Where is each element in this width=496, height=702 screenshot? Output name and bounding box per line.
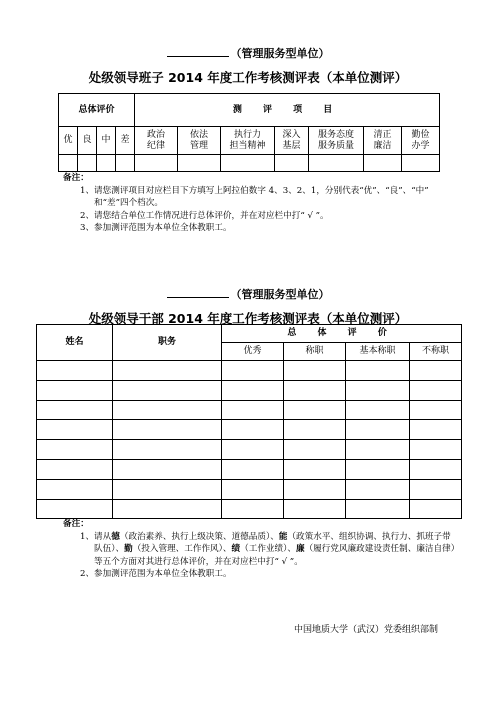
table-row [37, 440, 462, 460]
unit-line-1: （管理服务型单位） [0, 45, 496, 61]
note-item: 1、请您测评项目对应栏目下方填写上阿拉伯数字 4、3、2、1，分别代表“优”、“良”、“中” 和“差”四个档次。 [80, 185, 429, 208]
notes-label: 备注： [63, 519, 89, 529]
entry-cell[interactable] [113, 440, 222, 460]
table2-title: 处级领导干部 2014 年度工作考核测评表（本单位测评） [88, 311, 408, 326]
grade-header: 优秀 [222, 343, 284, 361]
item-header: 深入 基层 [275, 127, 309, 155]
grade-header: 称职 [284, 343, 346, 361]
table-row [37, 459, 462, 479]
entry-cell[interactable] [113, 459, 222, 479]
item-header: 勤俭 办学 [402, 127, 440, 155]
unit-line-2: （管理服务型单位） [0, 286, 496, 302]
eval-items-header: 测 评 项 目 [135, 94, 440, 127]
overall-eval-header: 总体评价 [59, 94, 135, 127]
entry-cell[interactable] [284, 420, 346, 440]
entry-cell[interactable] [346, 459, 410, 479]
entry-cell[interactable] [59, 155, 78, 172]
note-item: 3、参加测评范围为本单位全体教职工。 [80, 223, 232, 233]
note-item: 2、参加测评范围为本单位全体教职工。 [80, 569, 232, 579]
entry-cell[interactable] [284, 361, 346, 381]
entry-cell[interactable] [346, 361, 410, 381]
entry-cell[interactable] [284, 459, 346, 479]
entry-cell[interactable] [222, 380, 284, 400]
grade-header: 优 [59, 127, 78, 155]
entry-cell[interactable] [37, 380, 113, 400]
entry-cell[interactable] [284, 479, 346, 499]
entry-cell[interactable] [222, 499, 284, 519]
entry-cell[interactable] [222, 420, 284, 440]
entry-cell[interactable] [410, 361, 462, 381]
entry-cell[interactable] [275, 155, 309, 172]
entry-cell[interactable] [37, 459, 113, 479]
entry-cell[interactable] [222, 479, 284, 499]
table1-notes [64, 172, 456, 235]
position-header: 职务 [113, 325, 222, 361]
entry-cell[interactable] [113, 400, 222, 420]
entry-cell[interactable] [97, 155, 116, 172]
entry-cell[interactable] [113, 499, 222, 519]
item-header: 清正 廉洁 [364, 127, 402, 155]
entry-cell[interactable] [116, 155, 135, 172]
note-item: 2、请您结合单位工作情况进行总体评价，并在对应栏中打“ √ ”。 [80, 210, 329, 221]
entry-cell[interactable] [113, 479, 222, 499]
entry-cell[interactable] [78, 155, 97, 172]
item-header: 执行力 担当精神 [221, 127, 275, 155]
entry-cell[interactable] [346, 420, 410, 440]
entry-cell[interactable] [410, 479, 462, 499]
entry-cell[interactable] [37, 499, 113, 519]
grade-header: 中 [97, 127, 116, 155]
entry-cell[interactable] [410, 380, 462, 400]
name-header: 姓名 [37, 325, 113, 361]
item-header: 政治 纪律 [135, 127, 178, 155]
unit-blank [167, 287, 229, 298]
notes-label: 备注： [63, 173, 89, 183]
entry-cell[interactable] [346, 499, 410, 519]
grade-header: 差 [116, 127, 135, 155]
grade-header: 基本称职 [346, 343, 410, 361]
grade-header: 良 [78, 127, 97, 155]
entry-cell[interactable] [221, 155, 275, 172]
entry-cell[interactable] [135, 155, 178, 172]
grade-header: 不称职 [410, 343, 462, 361]
table-row [37, 420, 462, 440]
table-row [37, 400, 462, 420]
issuer-footer: 中国地质大学（武汉）党委组织部制 [293, 625, 438, 635]
entry-cell[interactable] [346, 400, 410, 420]
item-header: 服务态度 服务质量 [309, 127, 364, 155]
entry-cell[interactable] [113, 361, 222, 381]
entry-cell[interactable] [37, 361, 113, 381]
entry-cell[interactable] [37, 440, 113, 460]
entry-cell[interactable] [410, 420, 462, 440]
note-item: 1、请从德（政治素养、执行上级决策、道德品质）、能（政策水平、组织协调、执行力、抓班子带队伍）、勤（投入管理、工作作风）、绩（工作业绩）、廉（履行党风廉政建设责任制、廉洁自律）等五个方面对其进行总体评价，并在对应栏中打“ √ ”。 [80, 531, 455, 567]
entry-cell[interactable] [222, 440, 284, 460]
entry-cell[interactable] [222, 459, 284, 479]
entry-cell[interactable] [37, 420, 113, 440]
cadre-evaluation-table [36, 324, 462, 519]
entry-cell[interactable] [410, 400, 462, 420]
entry-cell[interactable] [346, 380, 410, 400]
unit-blank [167, 46, 229, 57]
entry-cell[interactable] [346, 440, 410, 460]
entry-cell[interactable] [410, 440, 462, 460]
entry-cell[interactable] [309, 155, 364, 172]
entry-cell[interactable] [284, 499, 346, 519]
item-header: 依法 管理 [178, 127, 221, 155]
team-evaluation-table [58, 93, 440, 172]
entry-cell[interactable] [284, 440, 346, 460]
entry-cell[interactable] [178, 155, 221, 172]
entry-cell[interactable] [113, 420, 222, 440]
entry-cell[interactable] [222, 361, 284, 381]
entry-cell[interactable] [37, 400, 113, 420]
table1-title: 处级领导班子 2014 年度工作考核测评表（本单位测评） [88, 70, 408, 85]
entry-cell[interactable] [284, 400, 346, 420]
entry-cell[interactable] [222, 400, 284, 420]
entry-cell[interactable] [410, 499, 462, 519]
entry-cell[interactable] [284, 380, 346, 400]
table-row [37, 380, 462, 400]
entry-cell[interactable] [364, 155, 402, 172]
entry-cell[interactable] [410, 459, 462, 479]
table-row [37, 361, 462, 381]
table2-notes [64, 518, 456, 581]
table-row [37, 499, 462, 519]
entry-cell[interactable] [402, 155, 440, 172]
entry-cell[interactable] [37, 479, 113, 499]
entry-cell[interactable] [113, 380, 222, 400]
table-row [37, 479, 462, 499]
entry-cell[interactable] [346, 479, 410, 499]
overall-eval-header: 总 体 评 价 [222, 325, 462, 343]
